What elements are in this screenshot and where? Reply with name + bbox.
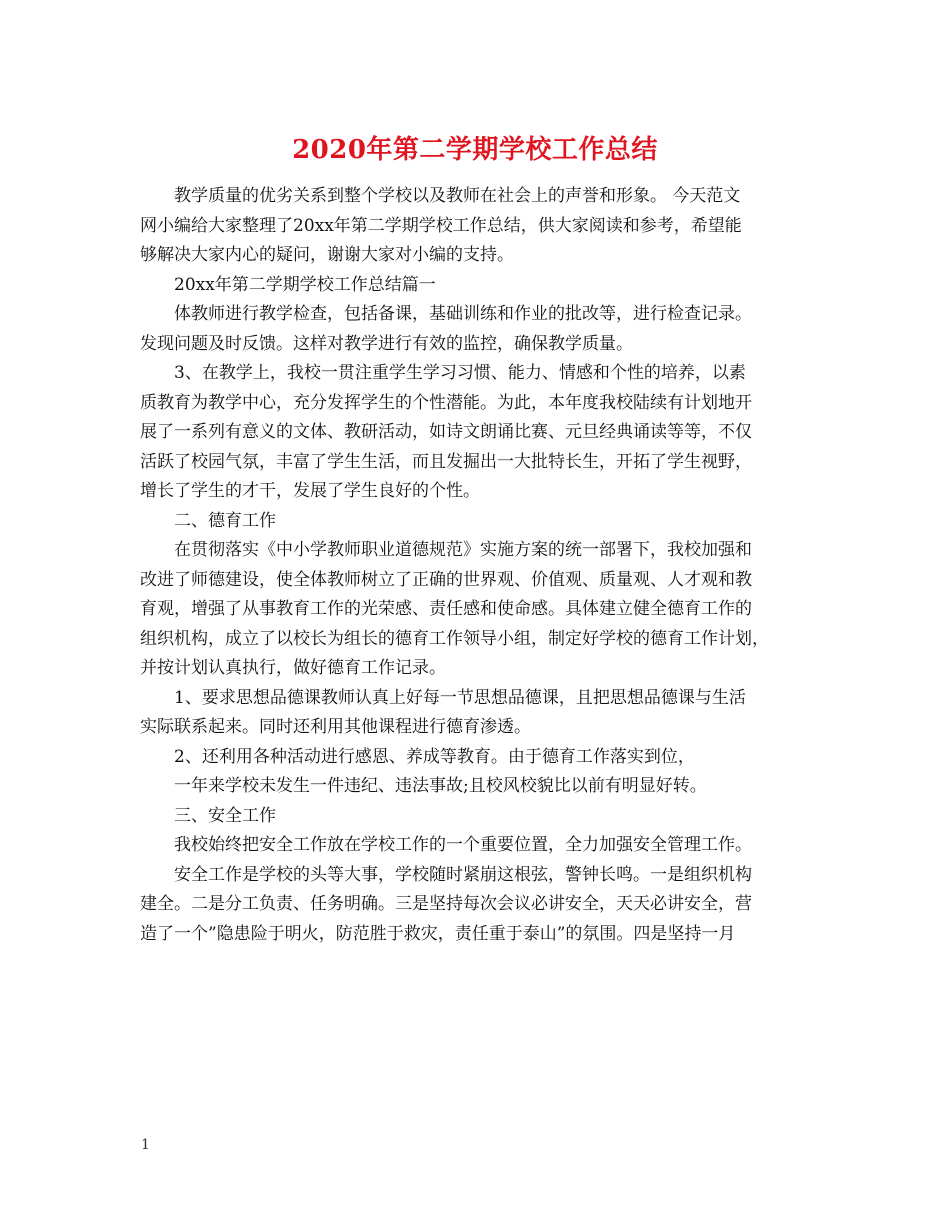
body-line: 网小编给大家整理了20xx年第二学期学校工作总结，供大家阅读和参考，希望能 (140, 215, 742, 236)
body-line: 发现问题及时反馈。这样对教学进行有效的监控，确保教学质量。 (140, 333, 633, 354)
body-line: 体教师进行教学检查，包括备课，基础训练和作业的批改等，进行检查记录。 (174, 304, 752, 324)
body-line: 活跃了校园气氛，丰富了学生生活，而且发掘出一大批特长生，开拓了学生视野， (140, 451, 752, 472)
body-line: 实际联系起来。同时还利用其他课程进行德育渗透。 (140, 717, 531, 737)
body-line: 展了一系列有意义的文体、教研活动，如诗文朗诵比赛、元旦经典诵读等等，不仅 (140, 422, 752, 442)
body-line: 质教育为教学中心，充分发挥学生的个性潜能。为此，本年度我校陆续有计划地开 (140, 392, 752, 413)
body-line: 育观，增强了从事教育工作的光荣感、责任感和使命感。具体建立健全德育工作的 (140, 599, 752, 619)
page-number: 1 (141, 1137, 150, 1153)
body-line: 并按计划认真执行，做好德育工作记录。 (140, 658, 446, 678)
body-line: 2、还利用各种活动进行感恩、养成等教育。由于德育工作落实到位， (174, 746, 695, 767)
body-line: 1、要求思想品德课教师认真上好每一节思想品德课，且把思想品德课与生活 (174, 687, 746, 708)
body-line: 安全工作是学校的头等大事，学校随时紧崩这根弦，警钟长鸣。一是组织机构 (174, 864, 752, 885)
body-line: 改进了师德建设，使全体教师树立了正确的世界观、价值观、质量观、人才观和教 (140, 569, 752, 590)
body-line: 一年来学校未发生一件违纪、违法事故;且校风校貌比以前有明显好转。 (174, 776, 707, 796)
body-line: 造了一个”隐患险于明火，防范胜于救灾，责任重于泰山”的氛围。四是坚持一月 (140, 923, 736, 944)
body-line: 在贯彻落实《中小学教师职业道德规范》实施方案的统一部署下，我校加强和 (174, 540, 752, 560)
body-line: 够解决大家内心的疑问，谢谢大家对小编的支持。 (140, 245, 514, 265)
document-title: 2020年第二学期学校工作总结 (292, 135, 658, 165)
section-heading: 三、安全工作 (174, 805, 276, 826)
body-line: 增长了学生的才干，发展了学生良好的个性。 (140, 481, 480, 501)
section-subtitle: 20xx年第二学期学校工作总结篇一 (174, 274, 436, 295)
body-line: 教学质量的优劣关系到整个学校以及教师在社会上的声誉和形象。 今天范文 (174, 186, 741, 206)
section-heading: 二、德育工作 (174, 510, 276, 531)
document-body (140, 182, 810, 949)
body-line: 3、在教学上，我校一贯注重学生学习习惯、能力、情感和个性的培养，以素 (174, 363, 746, 383)
body-line: 组织机构，成立了以校长为组长的德育工作领导小组，制定好学校的德育工作计划， (140, 628, 769, 649)
body-line: 我校始终把安全工作放在学校工作的一个重要位置，全力加强安全管理工作。 (174, 835, 752, 855)
body-line: 建全。二是分工负责、任务明确。三是坚持每次会议必讲安全，天天必讲安全，营 (140, 894, 752, 914)
